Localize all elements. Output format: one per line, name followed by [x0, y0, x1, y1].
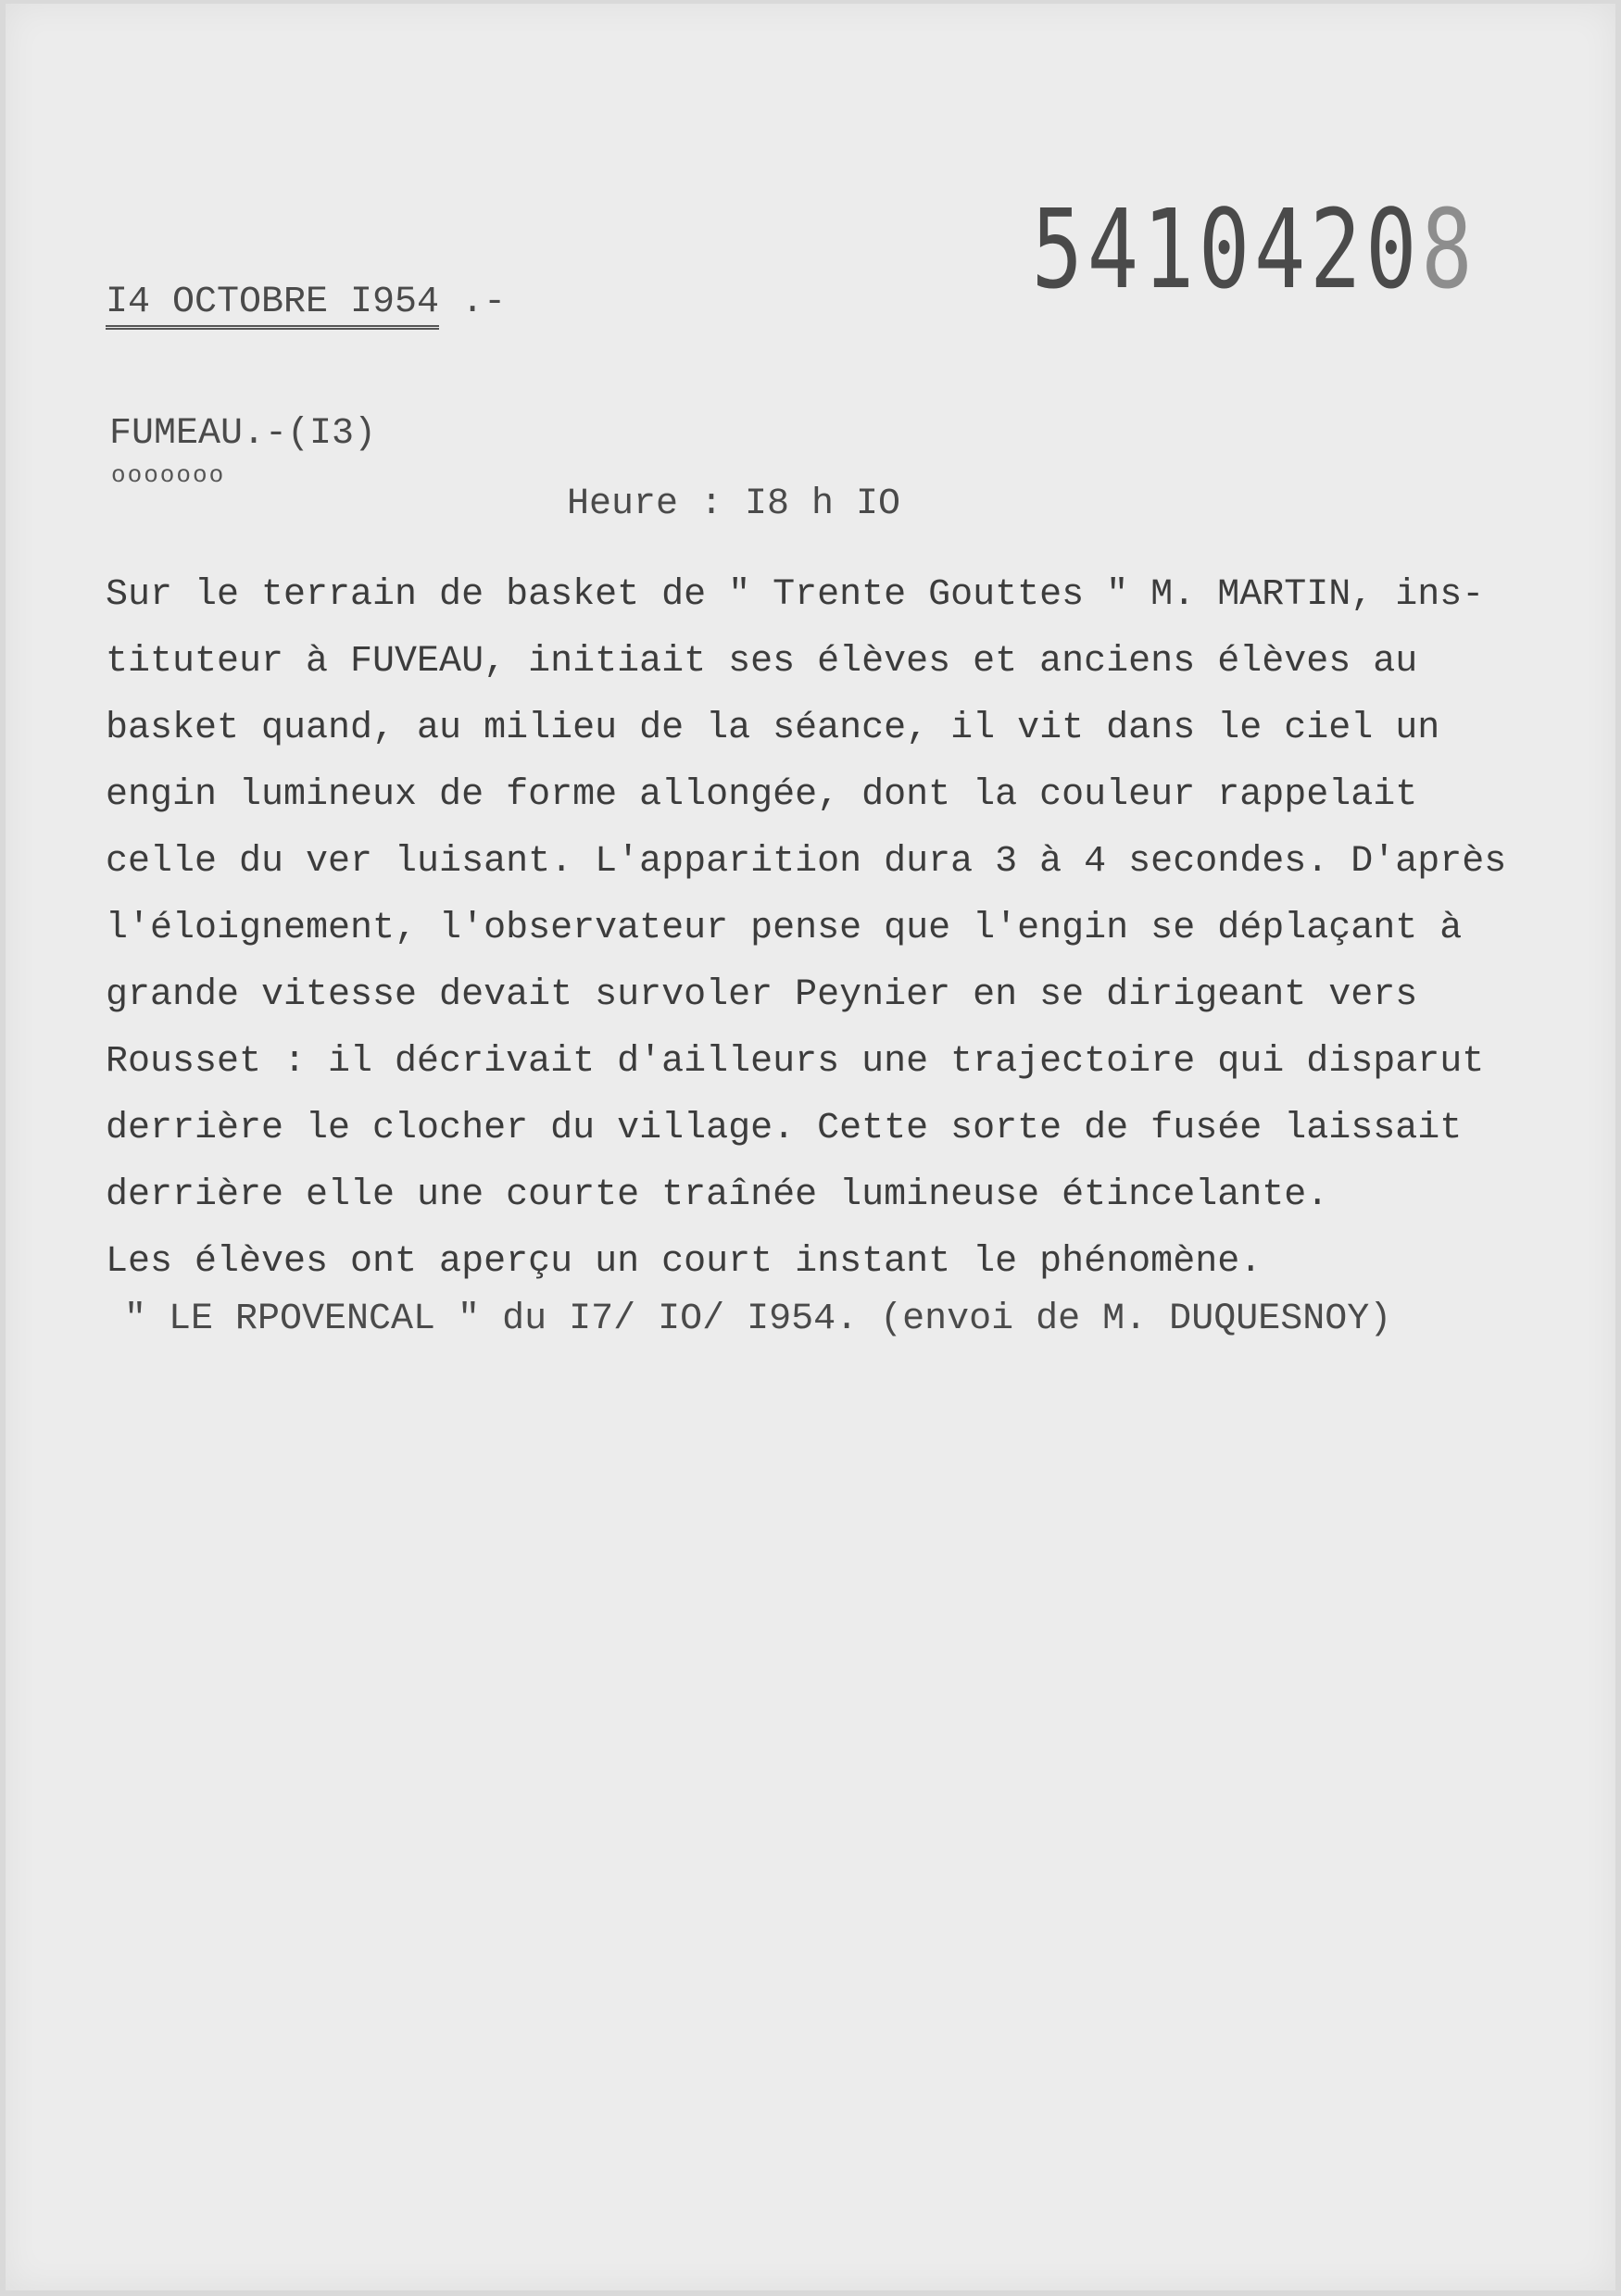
- report-date: [106, 282, 506, 323]
- reference-last-digit: 8: [1420, 185, 1476, 313]
- body-line: Rousset : il décrivait d'ailleurs une trajectoire qui disparut: [106, 1041, 1485, 1083]
- body-line: celle du ver luisant. L'apparition dura 3 à 4 secondes. D'après: [106, 841, 1507, 883]
- report-body: [106, 571, 1532, 1304]
- body-line: derrière elle une courte traînée lumineuse étincelante.: [106, 1174, 1329, 1216]
- place-underline: ooooooo: [111, 461, 226, 489]
- body-line: Les élèves ont aperçu un court instant le phénomène.: [106, 1241, 1263, 1283]
- body-line: grande vitesse devait survoler Peynier en se dirigeant vers: [106, 974, 1418, 1016]
- report-date-suffix: .-: [439, 282, 507, 323]
- body-line: basket quand, au milieu de la séance, il vit dans le ciel un: [106, 708, 1440, 749]
- source-citation: " LE RPOVENCAL " du I7/ IO/ I954. (envoi de M. DUQUESNOY): [124, 1299, 1392, 1340]
- report-place: FUMEAU.-(I3): [109, 413, 377, 455]
- body-line: engin lumineux de forme allongée, dont la couleur rappelait: [106, 774, 1418, 816]
- body-line: tituteur à FUVEAU, initiait ses élèves et anciens élèves au: [106, 641, 1418, 683]
- body-line: derrière le clocher du village. Cette sorte de fusée laissait: [106, 1108, 1463, 1149]
- report-date-text: I4 OCTOBRE I954: [106, 282, 439, 330]
- body-line: Sur le terrain de basket de " Trente Gouttes " M. MARTIN, ins-: [106, 574, 1485, 616]
- reference-number: 5410420: [1031, 185, 1421, 313]
- report-hour: Heure : I8 h IO: [567, 483, 901, 525]
- body-line: l'éloignement, l'observateur pense que l'engin se déplaçant à: [106, 908, 1463, 949]
- document-page: [6, 4, 1615, 2290]
- reference-stamp: [1031, 185, 1476, 313]
